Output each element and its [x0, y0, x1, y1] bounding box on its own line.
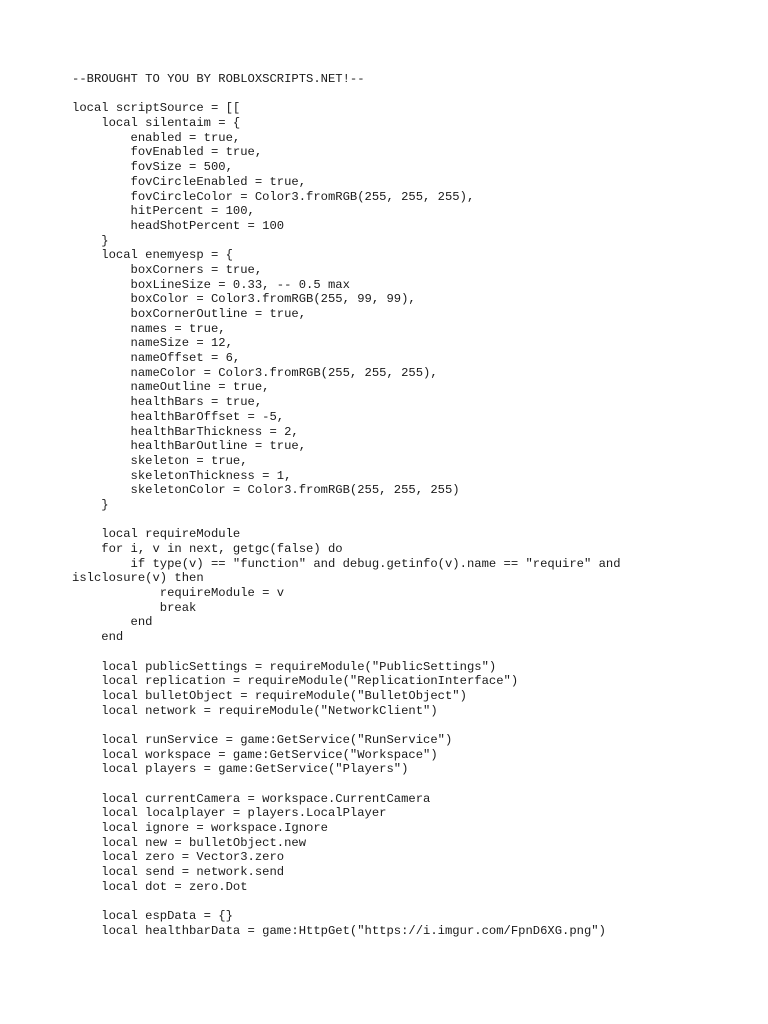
code-line: local enemyesp = { [72, 248, 233, 263]
code-line: break [72, 600, 197, 615]
code-line: local publicSettings = requireModule("PublicSettings") [72, 659, 497, 674]
code-line: local currentCamera = workspace.CurrentCamera [72, 791, 431, 806]
code-line: local send = network.send [72, 865, 285, 880]
code-line [72, 777, 732, 792]
code-line: healthBarOutline = true, [72, 439, 307, 454]
code-line: boxCorners = true, [72, 262, 263, 277]
code-line: local workspace = game:GetService("Workspace") [72, 747, 438, 762]
code-line: enabled = true, [72, 130, 241, 145]
code-line: headShotPercent = 100 [72, 218, 285, 233]
code-line: fovCircleColor = Color3.fromRGB(255, 255, 255), [72, 189, 475, 204]
code-line: local players = game:GetService("Players") [72, 762, 409, 777]
code-line: names = true, [72, 321, 226, 336]
code-line: skeletonColor = Color3.fromRGB(255, 255, 255) [72, 483, 460, 498]
code-line: local scriptSource = [[ [72, 101, 241, 116]
code-line: local network = requireModule("NetworkClient") [72, 703, 438, 718]
code-line: local requireModule [72, 527, 241, 542]
code-line: skeletonThickness = 1, [72, 468, 292, 483]
code-line: hitPercent = 100, [72, 204, 255, 219]
code-line: nameColor = Color3.fromRGB(255, 255, 255), [72, 365, 438, 380]
code-line: local dot = zero.Dot [72, 879, 248, 894]
code-line: if type(v) == "function" and debug.getinfo(v).name == "require" and [72, 556, 621, 571]
code-line: end [72, 630, 124, 645]
code-line: boxLineSize = 0.33, -- 0.5 max [72, 277, 350, 292]
code-line: local localplayer = players.LocalPlayer [72, 806, 387, 821]
code-line [72, 87, 732, 102]
code-line: boxColor = Color3.fromRGB(255, 99, 99), [72, 292, 416, 307]
code-line: nameOutline = true, [72, 380, 270, 395]
code-line [72, 718, 732, 733]
code-line [72, 513, 732, 528]
code-line: healthBarThickness = 2, [72, 424, 299, 439]
code-line: local runService = game:GetService("RunService") [72, 732, 453, 747]
code-line: fovEnabled = true, [72, 145, 263, 160]
code-line: for i, v in next, getgc(false) do [72, 542, 343, 556]
code-line: fovSize = 500, [72, 160, 233, 175]
code-line: skeleton = true, [72, 453, 248, 468]
code-line: boxCornerOutline = true, [72, 307, 307, 321]
code-line: local new = bulletObject.new [72, 835, 307, 850]
code-line: } [72, 497, 109, 512]
code-line [72, 645, 732, 660]
code-line: } [72, 233, 109, 248]
code-line: nameOffset = 6, [72, 351, 241, 366]
code-line: local ignore = workspace.Ignore [72, 821, 328, 836]
code-line: local healthbarData = game:HttpGet("https://i.imgur.com/FpnD6XG.png") [72, 923, 606, 938]
code-line: nameSize = 12, [72, 336, 233, 351]
code-line: --BROUGHT TO YOU BY ROBLOXSCRIPTS.NET!-- [72, 72, 365, 86]
code-line: requireModule = v [72, 586, 285, 601]
code-line: local zero = Vector3.zero [72, 850, 285, 865]
code-line: end [72, 615, 153, 630]
code-line [72, 895, 732, 910]
code-block [72, 72, 732, 939]
code-line: local espData = {} [72, 909, 233, 924]
code-line: local replication = requireModule("ReplicationInterface") [72, 674, 519, 689]
code-line: healthBarOffset = -5, [72, 409, 285, 424]
code-line: local silentaim = { [72, 116, 241, 131]
code-line: local bulletObject = requireModule("BulletObject") [72, 688, 467, 703]
code-line: healthBars = true, [72, 395, 263, 410]
code-line: fovCircleEnabled = true, [72, 174, 307, 189]
code-line: islclosure(v) then [72, 571, 204, 586]
